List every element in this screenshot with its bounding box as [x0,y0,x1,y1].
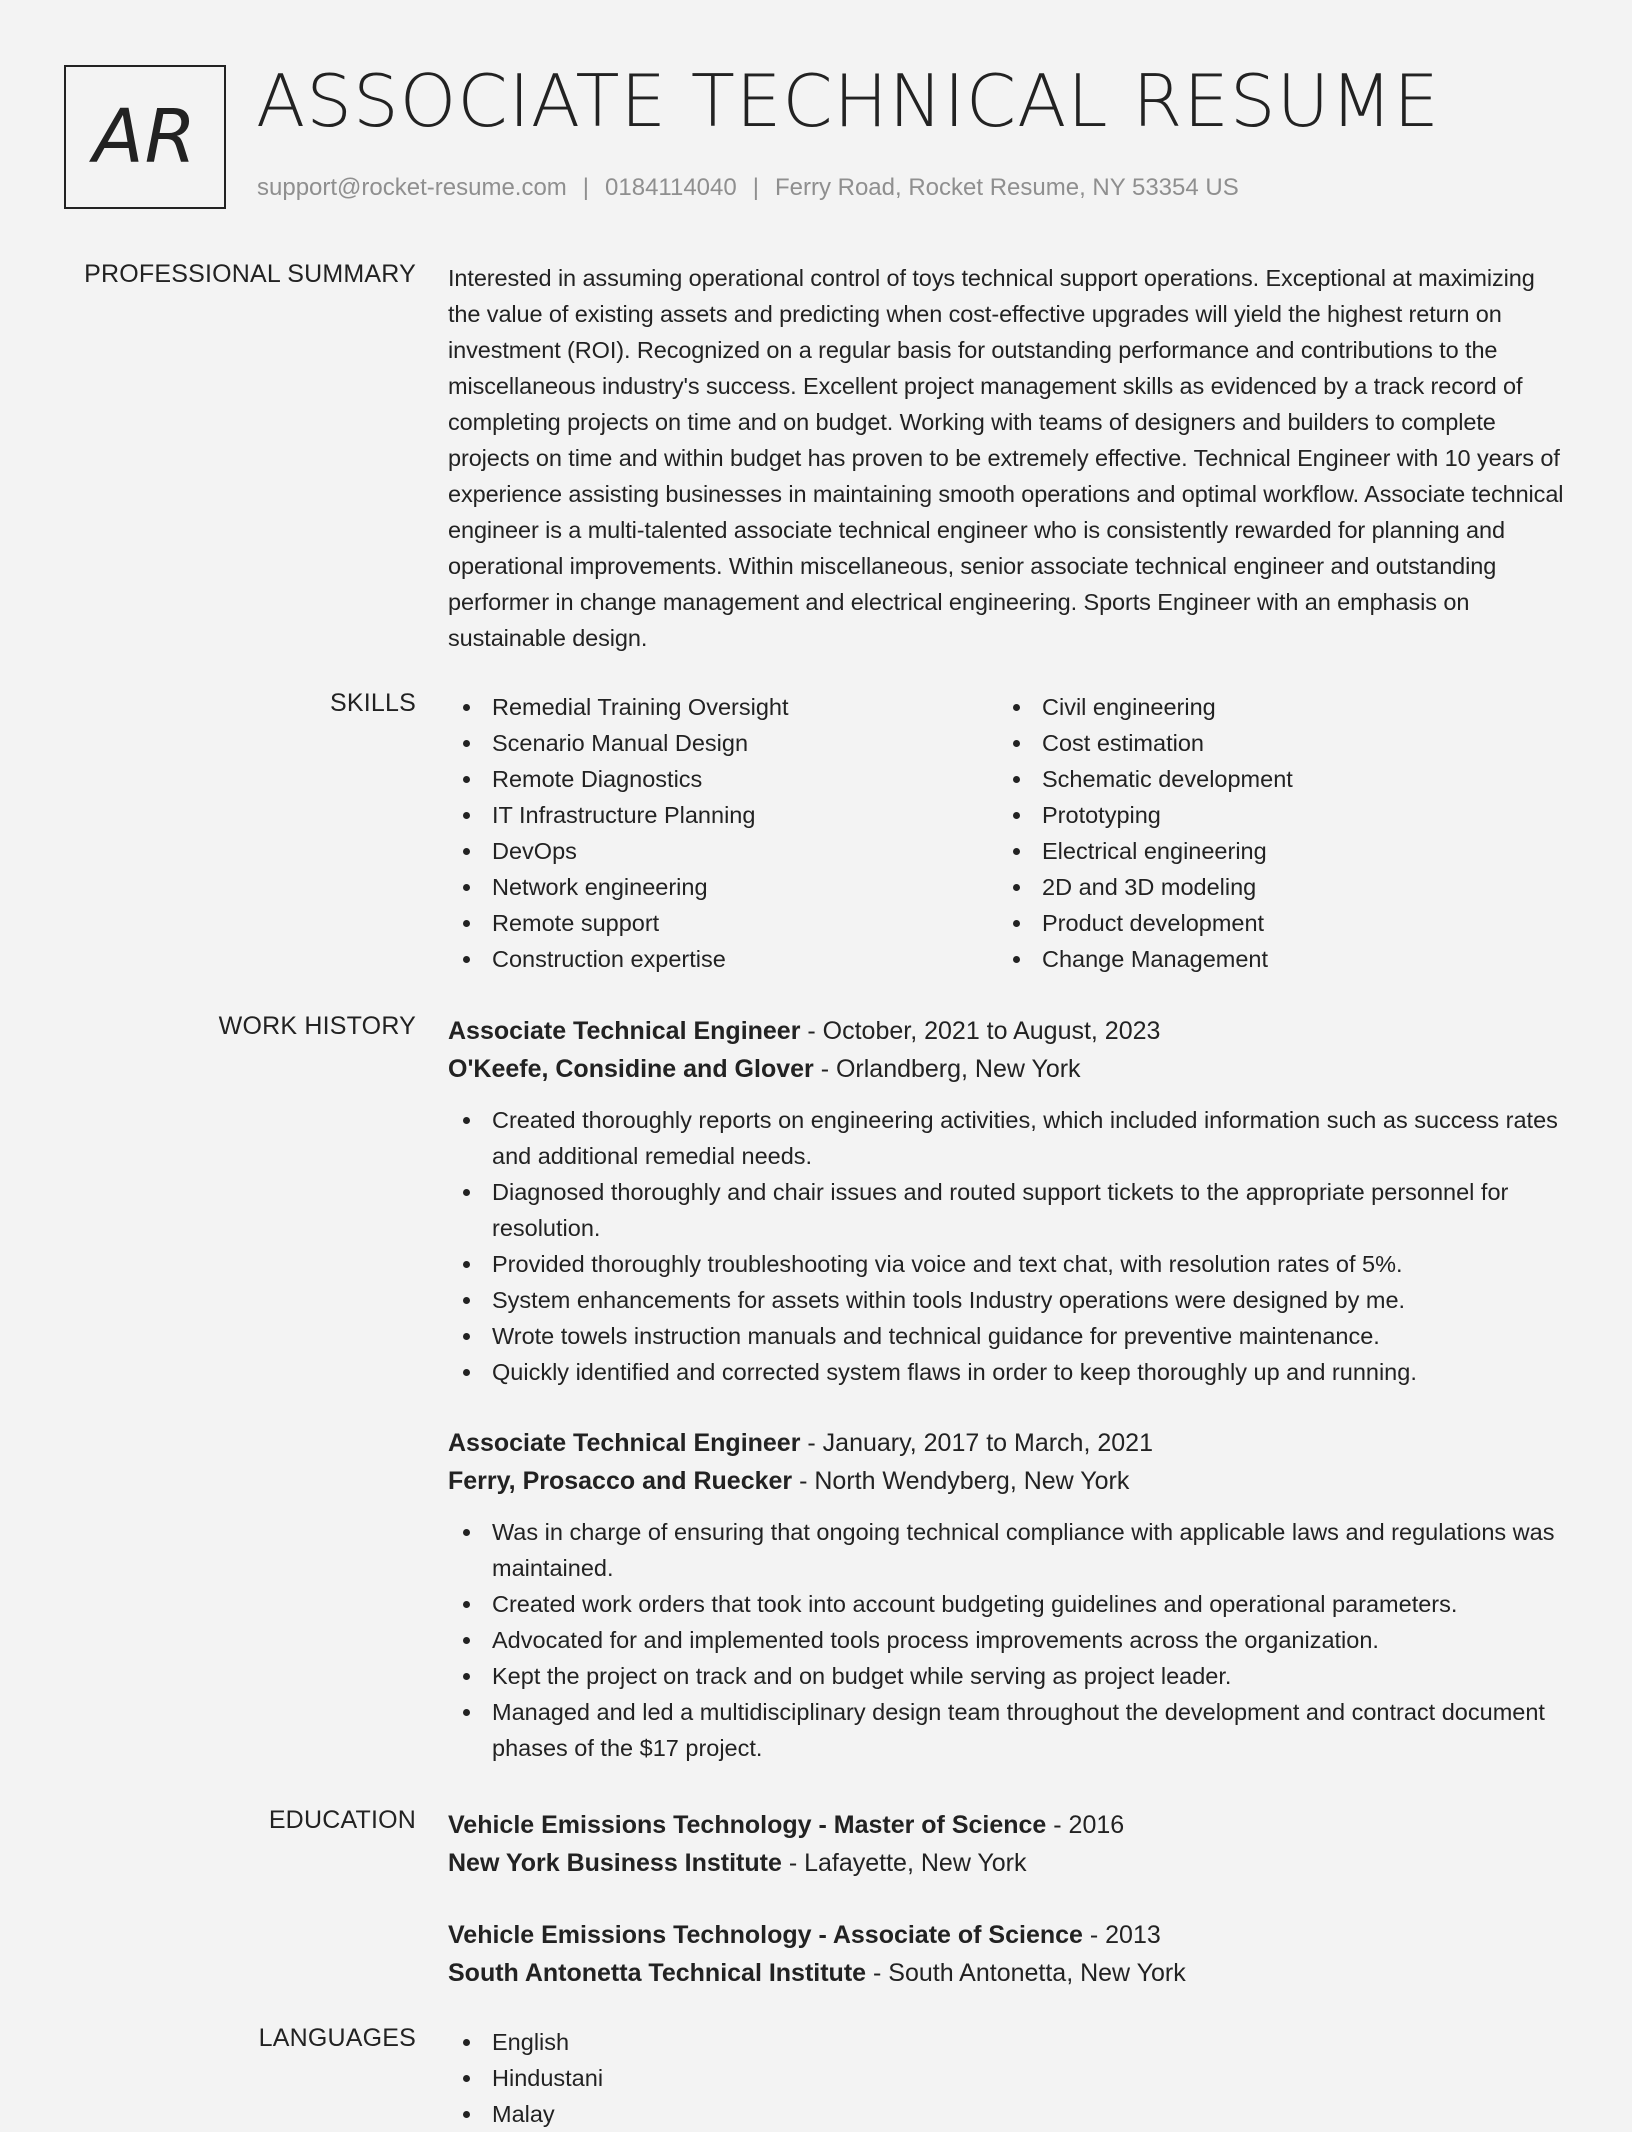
list-item: Change Management [998,941,1548,977]
job-title: Associate Technical Engineer [448,1017,801,1045]
job-dates: - January, 2017 to March, 2021 [800,1429,1153,1457]
resume-title: ASSOCIATE TECHNICAL RESUME [256,59,1440,143]
list-item: Construction expertise [448,941,998,977]
monogram-badge: AR [64,65,226,209]
skills-columns [448,689,1568,977]
list-item: Schematic development [998,761,1548,797]
summary-label: PROFESSIONAL SUMMARY [84,260,416,288]
list-item: Advocated for and implemented tools process improvements across the organization. [448,1622,1568,1658]
degree: Vehicle Emissions Technology - Master of Science [448,1811,1047,1839]
degree-year: - 2016 [1046,1811,1125,1839]
school: South Antonetta Technical Institute [448,1959,867,1987]
list-item: Wrote towels instruction manuals and technical guidance for preventive maintenance. [448,1318,1568,1354]
list-item: Product development [998,905,1548,941]
skills-label: SKILLS [330,689,416,717]
job-title-line [448,1012,1568,1050]
list-item: Malay [448,2096,1568,2132]
job-company: O'Keefe, Considine and Glover [448,1055,814,1083]
job-duties [448,1514,1568,1766]
degree: Vehicle Emissions Technology - Associate of Science [448,1921,1083,1949]
list-item: Managed and led a multidisciplinary design team throughout the development and contract document phases of the $17 project. [448,1694,1568,1766]
job-company: Ferry, Prosacco and Ruecker [448,1467,793,1495]
list-item: IT Infrastructure Planning [448,797,998,833]
list-item: Remote Diagnostics [448,761,998,797]
job-entry [448,1012,1568,1390]
list-item: Electrical engineering [998,833,1548,869]
languages-list [448,2024,1568,2132]
summary-text: Interested in assuming operational control of toys technical support operations. Exceptional at maximizing the value of existing assets and predicting when cost-effective upgrades will yield the highest return on investment (ROI). Recognized on a regular basis for outstanding performance and contributions to the miscellaneous industry's success. Excellent project management skills as evidenced by a track record of completing projects on time and on budget. Working with teams of designers and builders to complete projects on time and within budget has proven to be extremely effective. Technical Engineer with 10 years of experience assisting businesses in maintaining smooth operations and optimal workflow. Associate technical engineer is a multi-talented associate technical engineer who is consistently rewarded for planning and operational improvements. Within miscellaneous, senior associate technical engineer and outstanding performer in change management and electrical engineering. Sports Engineer with an emphasis on sustainable design. [448,265,1564,651]
job-title-line [448,1424,1568,1462]
list-item: Remote support [448,905,998,941]
list-item: Provided thoroughly troubleshooting via voice and text chat, with resolution rates of 5%. [448,1246,1568,1282]
list-item: Quickly identified and corrected system flaws in order to keep thoroughly up and running. [448,1354,1568,1390]
school: New York Business Institute [448,1849,782,1877]
job-duties [448,1102,1568,1390]
skills-list-left [448,689,998,977]
list-item: DevOps [448,833,998,869]
list-item: Was in charge of ensuring that ongoing technical compliance with applicable laws and regulations was maintained. [448,1514,1568,1586]
job-entry [448,1424,1568,1766]
contact-separator: | [752,174,759,201]
contact-address: Ferry Road, Rocket Resume, NY 53354 US [774,174,1239,201]
contact-line [257,174,1239,202]
contact-phone: 0184114040 [605,174,737,201]
list-item: Hindustani [448,2060,1568,2096]
school-location: - South Antonetta, New York [866,1959,1186,1987]
work-history-body [448,1012,1568,1800]
job-location: - North Wendyberg, New York [792,1467,1130,1495]
languages-body [448,2024,1568,2132]
list-item: Cost estimation [998,725,1548,761]
languages-label: LANGUAGES [258,2024,416,2052]
list-item: Kept the project on track and on budget while serving as project leader. [448,1658,1568,1694]
education-entry [448,1916,1568,1992]
contact-email: support@rocket-resume.com [257,174,567,201]
list-item: Civil engineering [998,689,1548,725]
education-label: EDUCATION [268,1806,416,1834]
list-item: English [448,2024,1568,2060]
list-item: 2D and 3D modeling [998,869,1548,905]
job-company-line [448,1050,1568,1088]
list-item: Remedial Training Oversight [448,689,998,725]
job-title: Associate Technical Engineer [448,1429,801,1457]
list-item: Created work orders that took into account budgeting guidelines and operational parameters. [448,1586,1568,1622]
job-company-line [448,1462,1568,1500]
degree-line [448,1916,1568,1954]
list-item: Network engineering [448,869,998,905]
list-item: Created thoroughly reports on engineering activities, which included information such as success rates and additional remedial needs. [448,1102,1568,1174]
job-dates: - October, 2021 to August, 2023 [800,1017,1161,1045]
skills-list-right [998,689,1548,977]
degree-line [448,1806,1568,1844]
list-item: Scenario Manual Design [448,725,998,761]
list-item: Diagnosed thoroughly and chair issues and routed support tickets to the appropriate personnel for resolution. [448,1174,1568,1246]
list-item: System enhancements for assets within tools Industry operations were designed by me. [448,1282,1568,1318]
school-line [448,1844,1568,1882]
school-location: - Lafayette, New York [781,1849,1027,1877]
job-location: - Orlandberg, New York [813,1055,1081,1083]
degree-year: - 2013 [1082,1921,1161,1949]
school-line [448,1954,1568,1992]
work-history-label: WORK HISTORY [218,1012,416,1040]
education-entry [448,1806,1568,1882]
contact-separator: | [582,174,590,201]
list-item: Prototyping [998,797,1548,833]
education-body [448,1806,1568,2026]
